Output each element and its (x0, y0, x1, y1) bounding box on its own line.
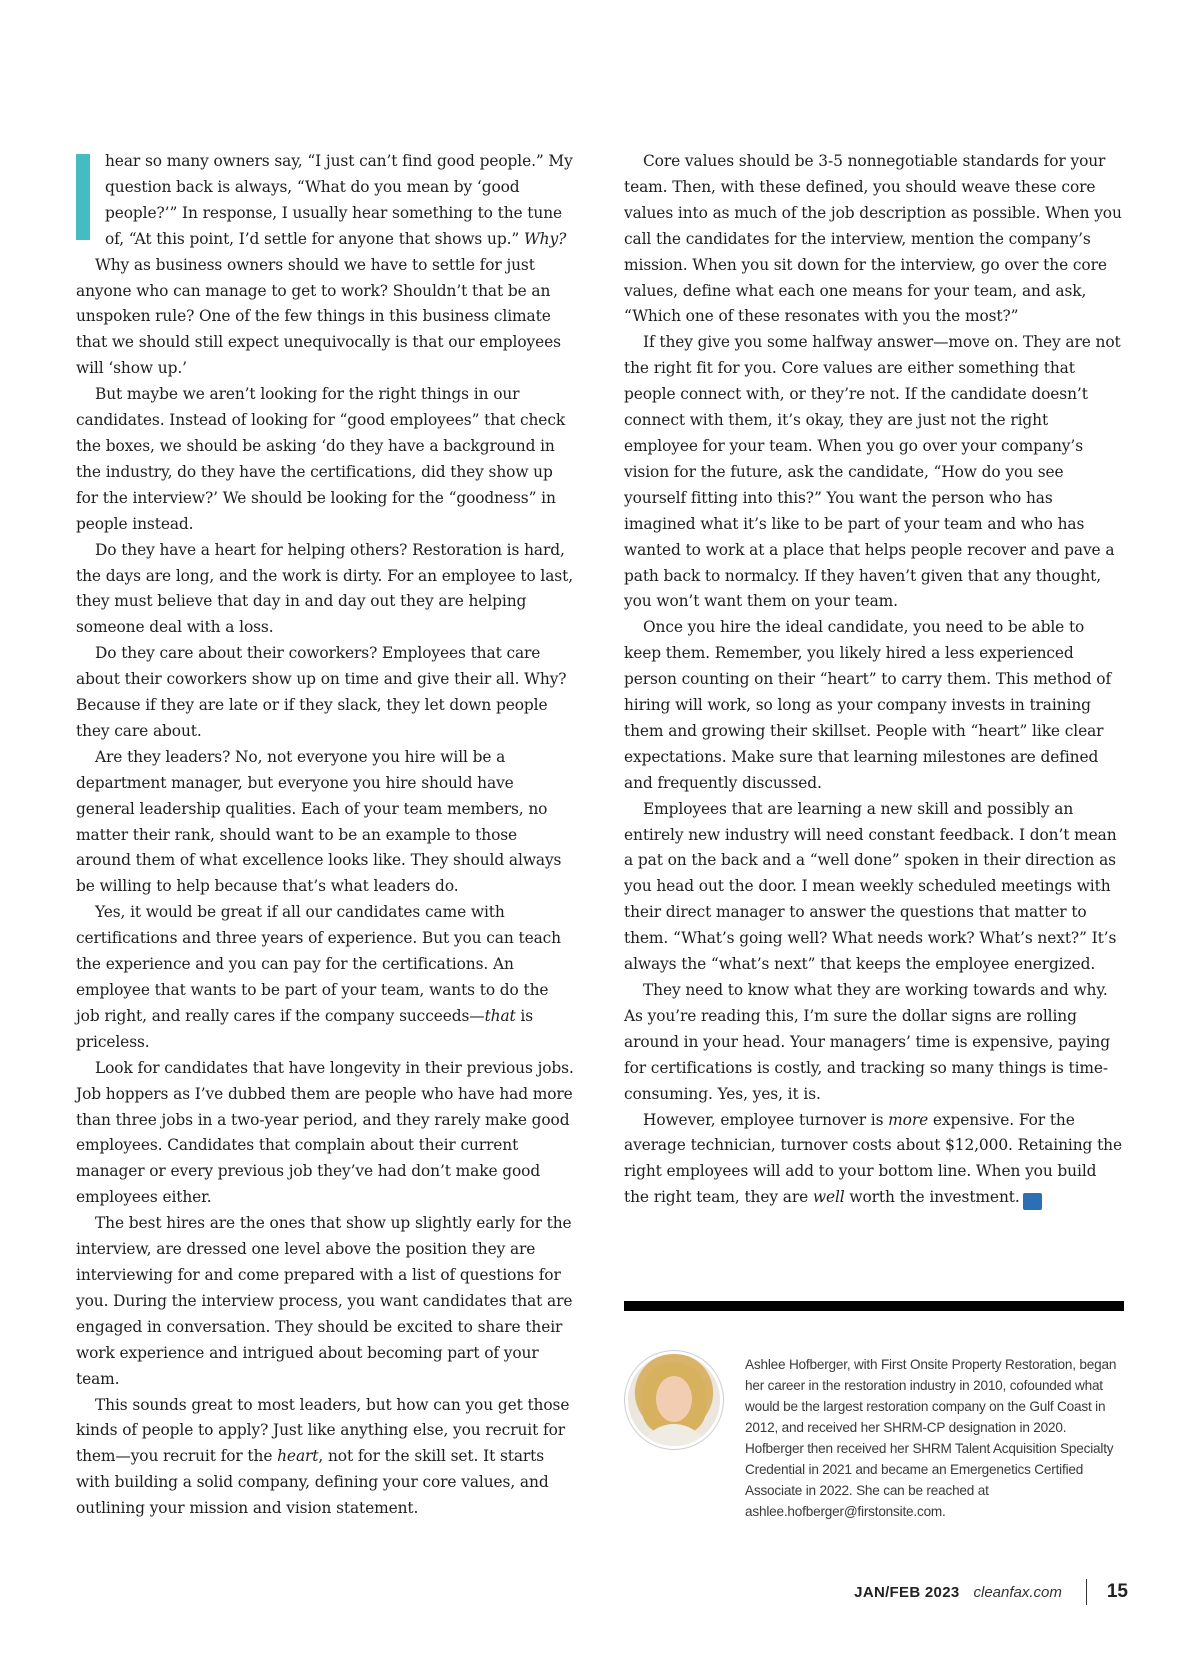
end-mark-icon: CF (1023, 1193, 1042, 1210)
site-name: cleanfax.com (973, 1583, 1062, 1601)
article-column-right (624, 149, 1124, 1211)
paragraph-9: The best hires are the ones that show up slightly early for the interview, are dressed one level above the position they are interviewing for and come prepared with a list of questions for you. During the interview process, you want candidates that are engaged in conversation. They should be excited to share their work experience and intrigued about becoming part of your team. (76, 1214, 573, 1388)
paragraph-3: But maybe we aren’t looking for the right things in our candidates. Instead of looking for “good employees” that check the boxes, we should be asking ‘do they have a background in the industry, do they have the certifications, did they show up for the interview?’ We should be looking for the “goodness” in people instead. (76, 385, 566, 533)
paragraph-11: Core values should be 3-5 nonnegotiable standards for your team. Then, with these defined, you should weave these core values into as much of the job description as possible. When you call the candidates for the interview, mention the company’s mission. When you sit down for the interview, go over the core values, define what each one means for your team, and ask, “Which one of these resonates with you the most?” (624, 152, 1122, 326)
page-number: 15 (1106, 1581, 1128, 1602)
paragraph-6: Are they leaders? No, not everyone you hire will be a department manager, but everyone you hire should have general leadership qualities. Each of your team members, no matter their rank, should want to be an example to those around them of what excellence looks like. They should always be willing to help because that’s what leaders do. (76, 747, 562, 896)
page-footer (854, 1580, 1128, 1604)
paragraph-1: hear so many owners say, “I just can’t find good people.” My question back is always, “What do you mean by ‘good people?’” In response, I usually hear something to the tune of, “At this point, I’d settle for anyone that shows up.” Why? (105, 152, 573, 248)
article-column-left (76, 149, 576, 1522)
paragraph-15: They need to know what they are working towards and why. As you’re reading this, I’m sure the dollar signs are rolling around in your head. Your managers’ time is expensive, paying for certifications is costly, and tracking so many things is time-consuming. Yes, yes, it is. (624, 981, 1110, 1103)
opening-paragraph (76, 149, 576, 253)
paragraph-4: Do they have a heart for helping others? Restoration is hard, the days are long, and the work is dirty. For an employee to last, they must believe that day in and day out they are helping someone deal with a loss. (76, 540, 573, 637)
paragraph-14: Employees that are learning a new skill and possibly an entirely new industry will need constant feedback. I don’t mean a pat on the back and a “well done” spoken in their direction as you head out the door. I mean weekly scheduled meetings with their direct manager to answer the questions that matter to them. “What’s going well? What needs work? What’s next?” It’s always the “what’s next” that keeps the employee energized. (624, 799, 1117, 974)
paragraph-10: This sounds great to most leaders, but how can you get those kinds of people to apply? Just like anything else, you recruit for them—you recruit for the heart, not for the skill set. It starts with building a solid company, defining your core values, and outlining your mission and vision statement. (76, 1395, 570, 1518)
paragraph-5: Do they care about their coworkers? Employees that care about their coworkers show up on time and give their all. Why? Because if they are late or if they slack, they let down people they care about. (76, 644, 567, 740)
author-bio: Ashlee Hofberger, with First Onsite Property Restoration, began her career in the restoration industry in 2010, cofounded what would be the largest restoration company on the Gulf Coast in 2012, and received her SHRM-CP designation in 2020. Hofberger then received her SHRM Talent Acquisition Specialty Credential in 2021 and became an Emergenetics Certified Associate in 2022. She can be reached at ashlee.hofberger@firstonsite.com. (745, 1357, 1117, 1519)
issue-date: JAN/FEB 2023 (854, 1583, 960, 1601)
footer-separator (1086, 1579, 1087, 1605)
section-divider (624, 1301, 1124, 1311)
author-photo-face (656, 1376, 692, 1422)
paragraph-12: If they give you some halfway answer—move on. They are not the right fit for you. Core values are either something that people connect with, or they’re not. If the candidate doesn’t connect with them, it’s okay, they are just not the right employee for your team. When you go over your company’s vision for the future, ask the candidate, “How do you see yourself fitting into this?” You want the person who has imagined what it’s like to be part of your team and who has wanted to work at a place that helps people recover and pave a path back to normalcy. If they haven’t given that any thought, you won’t want them on your team. (624, 333, 1121, 611)
paragraph-16: However, employee turnover is more expensive. For the average technician, turnover costs about $12,000. Retaining the right employees will add to your bottom line. When you build the right team, they are well worth the investment. CF (624, 1108, 1124, 1212)
paragraph-8: Look for candidates that have longevity in their previous jobs. Job hoppers as I’ve dubbed them are people who have had more than three jobs in a two-year period, and they rarely make good employees. Candidates that complain about their current manager or every previous job they’ve had don’t make good employees either. (76, 1058, 574, 1207)
author-photo (628, 1354, 720, 1446)
paragraph-2: Why as business owners should we have to settle for just anyone who can manage to get to work? Shouldn’t that be an unspoken rule? One of the few things in this business climate that we should still expect unequivocally is that our employees will ‘show up.’ (76, 255, 561, 378)
paragraph-7: Yes, it would be great if all our candidates came with certifications and three years of experience. But you can teach the experience and you can pay for the certifications. An employee that wants to be part of your team, wants to do the job right, and really cares if the company succeeds—that is priceless. (76, 903, 561, 1051)
drop-cap-i (76, 154, 90, 240)
paragraph-13: Once you hire the ideal candidate, you need to be able to keep them. Remember, you likely hired a less experienced person counting on their “heart” to carry them. This method of hiring will work, so long as your company invests in training them and growing their skillset. People with “heart” like clear expectations. Make sure that learning milestones are defined and frequently discussed. (624, 618, 1112, 792)
